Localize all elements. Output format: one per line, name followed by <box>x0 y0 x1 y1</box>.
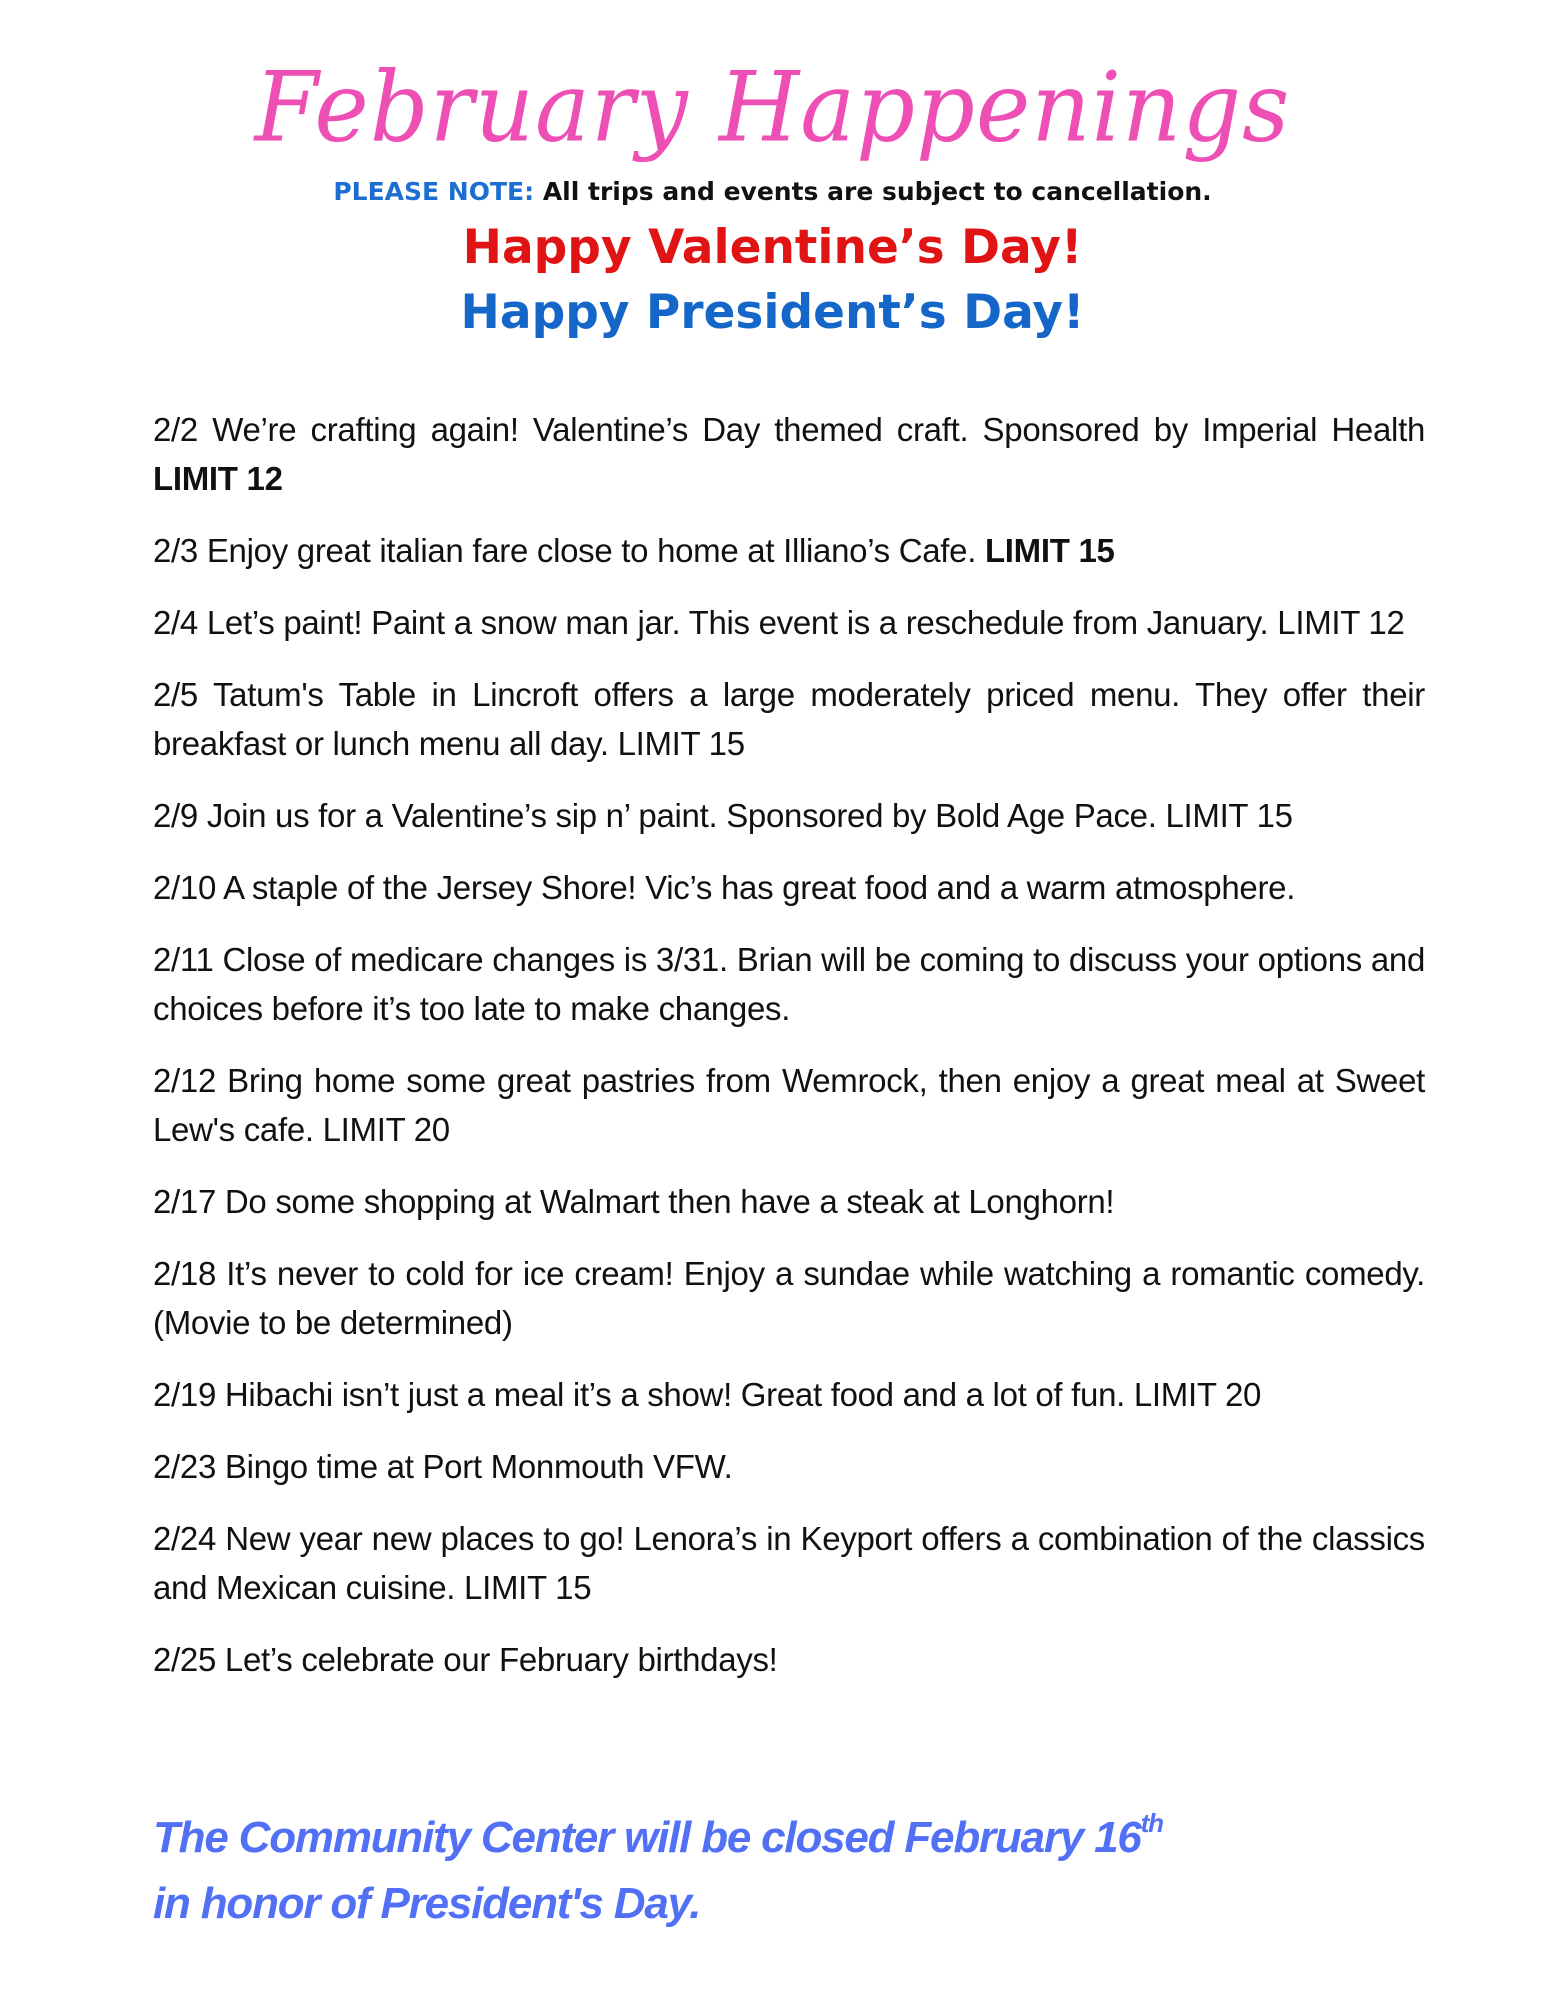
page-title: February Happenings <box>254 51 1291 164</box>
closure-line-2: in honor of President's Day. <box>153 1879 701 1928</box>
event-item <box>153 526 1425 575</box>
event-item: 2/19 Hibachi isn’t just a meal it’s a show! Great food and a lot of fun. LIMIT 20 <box>153 1376 1262 1413</box>
event-list <box>153 405 1425 1707</box>
event-item: 2/11 Close of medicare changes is 3/31. Brian will be coming to discuss your options and choices before it’s too late to make changes. <box>153 941 1425 1027</box>
event-text: 2/3 Enjoy great italian fare close to home at Illiano’s Cafe. <box>153 532 985 569</box>
event-item <box>153 405 1425 503</box>
event-item: 2/17 Do some shopping at Walmart then have a steak at Longhorn! <box>153 1183 1115 1220</box>
note-text: All trips and events are subject to cancellation. <box>534 177 1212 206</box>
event-item: 2/10 A staple of the Jersey Shore! Vic’s has great food and a warm atmosphere. <box>153 869 1296 906</box>
event-item: 2/24 New year new places to go! Lenora’s in Keyport offers a combination of the classics and Mexican cuisine. LIMIT 15 <box>153 1520 1425 1606</box>
valentine-greeting: Happy Valentine’s Day! <box>462 220 1083 275</box>
event-limit: LIMIT 15 <box>984 532 1115 569</box>
event-item: 2/18 It’s never to cold for ice cream! Enjoy a sundae while watching a romantic comedy. (Movie to be determined) <box>153 1255 1425 1341</box>
event-item: 2/4 Let’s paint! Paint a snow man jar. This event is a reschedule from January. LIMIT 12 <box>153 604 1405 641</box>
note-label: PLEASE NOTE: <box>333 177 535 206</box>
closure-text: The Community Center will be closed February 16 <box>153 1813 1141 1862</box>
cancellation-note <box>0 175 1545 209</box>
ordinal-suffix: th <box>1140 1808 1163 1838</box>
event-limit: LIMIT 12 <box>153 460 283 497</box>
event-item: 2/23 Bingo time at Port Monmouth VFW. <box>153 1448 733 1485</box>
closure-line-1 <box>153 1805 1453 1871</box>
event-item: 2/5 Tatum's Table in Lincroft offers a large moderately priced menu. They offer their breakfast or lunch menu all day. LIMIT 15 <box>153 676 1425 762</box>
event-item: 2/12 Bring home some great pastries from Wemrock, then enjoy a great meal at Sweet Lew's cafe. LIMIT 20 <box>153 1062 1425 1148</box>
president-greeting: Happy President’s Day! <box>460 285 1085 340</box>
event-item: 2/9 Join us for a Valentine’s sip n’ paint. Sponsored by Bold Age Pace. LIMIT 15 <box>153 797 1293 834</box>
event-item: 2/25 Let’s celebrate our February birthdays! <box>153 1641 778 1678</box>
event-text: 2/2 We’re crafting again! Valentine’s Day themed craft. Sponsored by Imperial Health <box>153 411 1425 448</box>
closure-notice <box>153 1805 1453 1937</box>
